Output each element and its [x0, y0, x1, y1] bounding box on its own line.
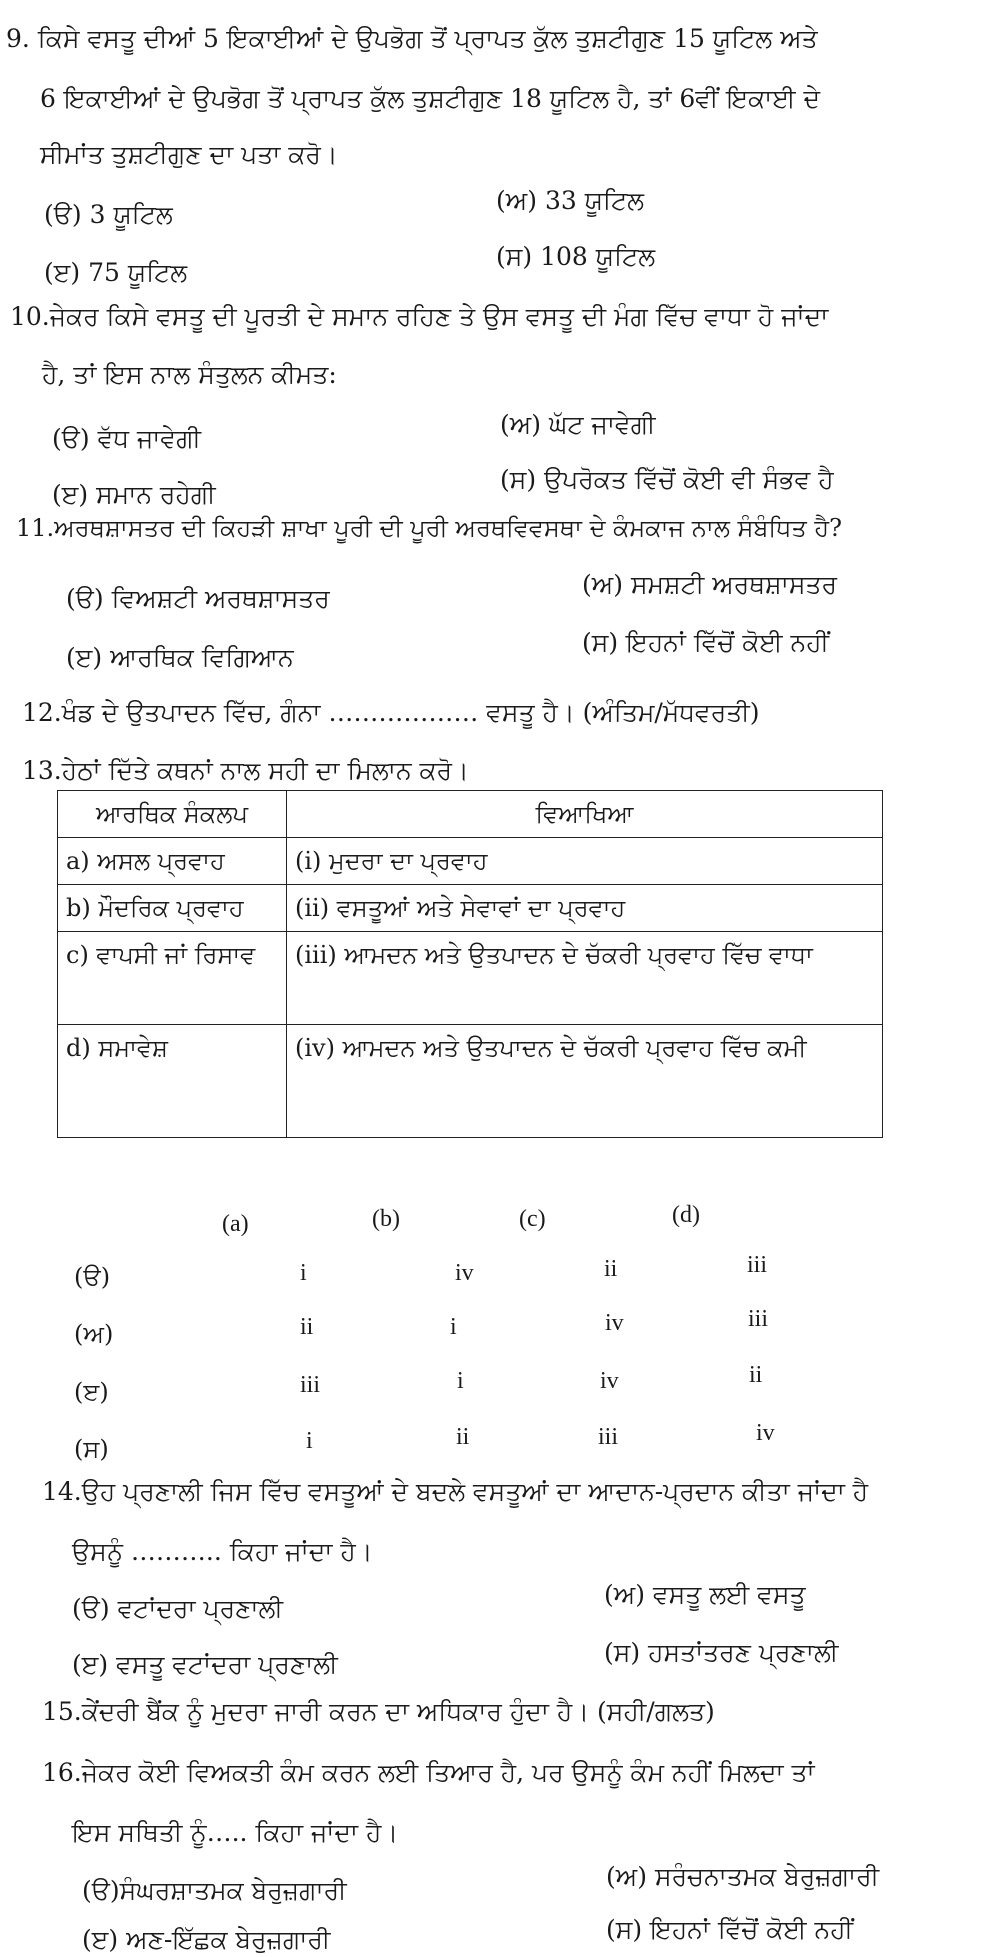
- answer-value: iv: [600, 1368, 619, 1394]
- answer-value: ii: [456, 1424, 470, 1450]
- col-head-c: (c): [519, 1206, 546, 1232]
- table-row: [58, 1025, 883, 1138]
- q9-option-b: (ਅ) 33 ਯੂਟਿਲ: [496, 186, 645, 215]
- answer-value: i: [457, 1368, 464, 1394]
- q14-option-a: (ੳ) ਵਟਾਂਦਰਾ ਪ੍ਰਣਾਲੀ: [72, 1594, 283, 1623]
- table-cell: (ii) ਵਸਤੂਆਂ ਅਤੇ ਸੇਵਾਵਾਂ ਦਾ ਪ੍ਰਵਾਹ: [287, 885, 883, 932]
- q10-option-b: (ਅ) ਘੱਟ ਜਾਵੇਗੀ: [500, 410, 656, 439]
- answer-value: iii: [747, 1252, 768, 1278]
- q9-option-a: (ੳ) 3 ਯੂਟਿਲ: [44, 200, 173, 229]
- q10-line1: 10.ਜੇਕਰ ਕਿਸੇ ਵਸਤੂ ਦੀ ਪੂਰਤੀ ਦੇ ਸਮਾਨ ਰਹਿਣ ਤੇ ਉਸ ਵਸਤੂ ਦੀ ਮੰਗ ਵਿੱਚ ਵਾਧਾ ਹੋ ਜਾਂਦਾ: [10, 302, 829, 331]
- q9-option-c: (ੲ) 75 ਯੂਟਿਲ: [44, 258, 188, 287]
- col-head-b: (b): [372, 1206, 400, 1232]
- table-cell: (i) ਮੁਦਰਾ ਦਾ ਪ੍ਰਵਾਹ: [287, 838, 883, 885]
- match-table: [57, 790, 883, 1138]
- q10-line2: ਹੈ, ਤਾਂ ਇਸ ਨਾਲ ਸੰਤੁਲਨ ਕੀਮਤ:: [42, 360, 337, 389]
- q11-option-a: (ੳ) ਵਿਅਸ਼ਟੀ ਅਰਥਸ਼ਾਸਤਰ: [66, 584, 330, 613]
- q9-option-d: (ਸ) 108 ਯੂਟਿਲ: [496, 242, 656, 271]
- answer-value: iii: [748, 1306, 769, 1332]
- q14-line1: 14.ਉਹ ਪ੍ਰਣਾਲੀ ਜਿਸ ਵਿੱਚ ਵਸਤੂਆਂ ਦੇ ਬਦਲੇ ਵਸਤੂਆਂ ਦਾ ਆਦਾਨ-ਪ੍ਰਦਾਨ ਕੀਤਾ ਜਾਂਦਾ ਹੈ: [42, 1477, 869, 1506]
- answer-value: iii: [598, 1424, 619, 1450]
- q11-option-c: (ੲ) ਆਰਥਿਕ ਵਿਗਿਆਨ: [66, 643, 294, 672]
- q14-option-c: (ੲ) ਵਸਤੂ ਵਟਾਂਦਰਾ ਪ੍ਰਣਾਲੀ: [72, 1650, 338, 1679]
- answer-value: ii: [300, 1314, 314, 1340]
- table-cell: a) ਅਸਲ ਪ੍ਰਵਾਹ: [58, 838, 287, 885]
- q11-option-b: (ਅ) ਸਮਸ਼ਟੀ ਅਰਥਸ਼ਾਸਤਰ: [582, 570, 838, 599]
- q9-line2: 6 ਇਕਾਈਆਂ ਦੇ ਉਪਭੋਗ ਤੋਂ ਪ੍ਰਾਪਤ ਕੁੱਲ ਤੁਸ਼ਟੀਗੁਣ 18 ਯੂਟਿਲ ਹੈ, ਤਾਂ 6ਵੀਂ ਇਕਾਈ ਦੇ: [40, 84, 821, 113]
- q14-option-b: (ਅ) ਵਸਤੂ ਲਈ ਵਸਤੂ: [604, 1580, 806, 1609]
- q10-option-c: (ੲ) ਸਮਾਨ ਰਹੇਗੀ: [52, 480, 216, 509]
- q14-option-d: (ਸ) ਹਸਤਾਂਤਰਣ ਪ੍ਰਣਾਲੀ: [604, 1638, 839, 1667]
- table-row: [58, 932, 883, 1025]
- col-head-a: (a): [222, 1211, 249, 1237]
- table-cell: (iii) ਆਮਦਨ ਅਤੇ ਉਤਪਾਦਨ ਦੇ ਚੱਕਰੀ ਪ੍ਰਵਾਹ ਵਿੱਚ ਵਾਧਾ: [287, 932, 883, 1025]
- answer-label: (ੳ): [74, 1263, 111, 1291]
- table-header-concept: ਆਰਥਿਕ ਸੰਕਲਪ: [58, 791, 287, 838]
- q16-line2: ਇਸ ਸਥਿਤੀ ਨੂੰ….. ਕਿਹਾ ਜਾਂਦਾ ਹੈ।: [72, 1818, 399, 1847]
- q11-option-d: (ਸ) ਇਹਨਾਂ ਵਿੱਚੋਂ ਕੋਈ ਨਹੀਂ: [582, 628, 830, 657]
- q16-option-d: (ਸ) ਇਹਨਾਂ ਵਿੱਚੋਂ ਕੋਈ ਨਹੀਂ: [606, 1915, 854, 1944]
- q15-line1: 15.ਕੇਂਦਰੀ ਬੈਂਕ ਨੂੰ ਮੁਦਰਾ ਜਾਰੀ ਕਰਨ ਦਾ ਅਧਿਕਾਰ ਹੁੰਦਾ ਹੈ। (ਸਹੀ/ਗਲਤ): [42, 1697, 715, 1726]
- q12-line1: 12.ਖੰਡ ਦੇ ਉਤਪਾਦਨ ਵਿੱਚ, ਗੰਨਾ ……………… ਵਸਤੂ ਹੈ। (ਅੰਤਿਮ/ਮੱਧਵਰਤੀ): [22, 698, 760, 727]
- answer-value: i: [300, 1260, 307, 1286]
- q11-line1: 11.ਅਰਥਸ਼ਾਸਤਰ ਦੀ ਕਿਹੜੀ ਸ਼ਾਖਾ ਪੂਰੀ ਦੀ ਪੂਰੀ ਅਰਥਵਿਵਸਥਾ ਦੇ ਕੰਮਕਾਜ ਨਾਲ ਸੰਬੰਧਿਤ ਹੈ?: [16, 514, 842, 542]
- q13-line1: 13.ਹੇਠਾਂ ਦਿੱਤੇ ਕਥਨਾਂ ਨਾਲ ਸਹੀ ਦਾ ਮਿਲਾਨ ਕਰੋ।: [22, 756, 469, 785]
- q16-option-c: (ੲ) ਅਣ-ਇੱਛਕ ਬੇਰੁਜ਼ਗਾਰੀ: [82, 1925, 331, 1954]
- table-row: [58, 838, 883, 885]
- q14-line2: ਉਸਨੂੰ ……….. ਕਿਹਾ ਜਾਂਦਾ ਹੈ।: [72, 1537, 373, 1566]
- answer-value: ii: [749, 1362, 763, 1388]
- table-cell: d) ਸਮਾਵੇਸ਼: [58, 1025, 287, 1138]
- answer-value: i: [306, 1428, 313, 1454]
- q9-line3: ਸੀਮਾਂਤ ਤੁਸ਼ਟੀਗੁਣ ਦਾ ਪਤਾ ਕਰੋ।: [40, 140, 338, 169]
- q10-option-a: (ੳ) ਵੱਧ ਜਾਵੇਗੀ: [52, 424, 202, 453]
- table-header-row: [58, 791, 883, 838]
- answer-value: i: [450, 1314, 457, 1340]
- answer-value: iv: [455, 1260, 474, 1286]
- table-cell: c) ਵਾਪਸੀ ਜਾਂ ਰਿਸਾਵ: [58, 932, 287, 1025]
- answer-label: (ਅ): [74, 1320, 114, 1348]
- q16-line1: 16.ਜੇਕਰ ਕੋਈ ਵਿਅਕਤੀ ਕੰਮ ਕਰਨ ਲਈ ਤਿਆਰ ਹੈ, ਪਰ ਉਸਨੂੰ ਕੰਮ ਨਹੀਂ ਮਿਲਦਾ ਤਾਂ: [42, 1758, 815, 1787]
- answer-value: iv: [756, 1420, 775, 1446]
- q9-line1: 9. ਕਿਸੇ ਵਸਤੂ ਦੀਆਂ 5 ਇਕਾਈਆਂ ਦੇ ਉਪਭੋਗ ਤੋਂ ਪ੍ਰਾਪਤ ਕੁੱਲ ਤੁਸ਼ਟੀਗੁਣ 15 ਯੂਟਿਲ ਅਤੇ: [6, 24, 818, 53]
- table-row: [58, 885, 883, 932]
- q16-option-b: (ਅ) ਸਰੰਚਨਾਤਮਕ ਬੇਰੁਜ਼ਗਾਰੀ: [606, 1862, 880, 1891]
- col-head-d: (d): [672, 1202, 700, 1228]
- answer-value: iii: [300, 1372, 321, 1398]
- q16-option-a: (ੳ)ਸੰਘਰਸ਼ਾਤਮਕ ਬੇਰੁਜ਼ਗਾਰੀ: [82, 1876, 347, 1905]
- answer-label: (ਸ): [74, 1435, 109, 1463]
- q10-option-d: (ਸ) ਉਪਰੋਕਤ ਵਿੱਚੋਂ ਕੋਈ ਵੀ ਸੰਭਵ ਹੈ: [500, 465, 834, 494]
- table-header-explanation: ਵਿਆਖਿਆ: [287, 791, 883, 838]
- answer-value: ii: [604, 1256, 618, 1282]
- answer-label: (ੲ): [74, 1378, 109, 1406]
- table-cell: (iv) ਆਮਦਨ ਅਤੇ ਉਤਪਾਦਨ ਦੇ ਚੱਕਰੀ ਪ੍ਰਵਾਹ ਵਿੱਚ ਕਮੀ: [287, 1025, 883, 1138]
- table-cell: b) ਮੌਦਰਿਕ ਪ੍ਰਵਾਹ: [58, 885, 287, 932]
- answer-value: iv: [605, 1310, 624, 1336]
